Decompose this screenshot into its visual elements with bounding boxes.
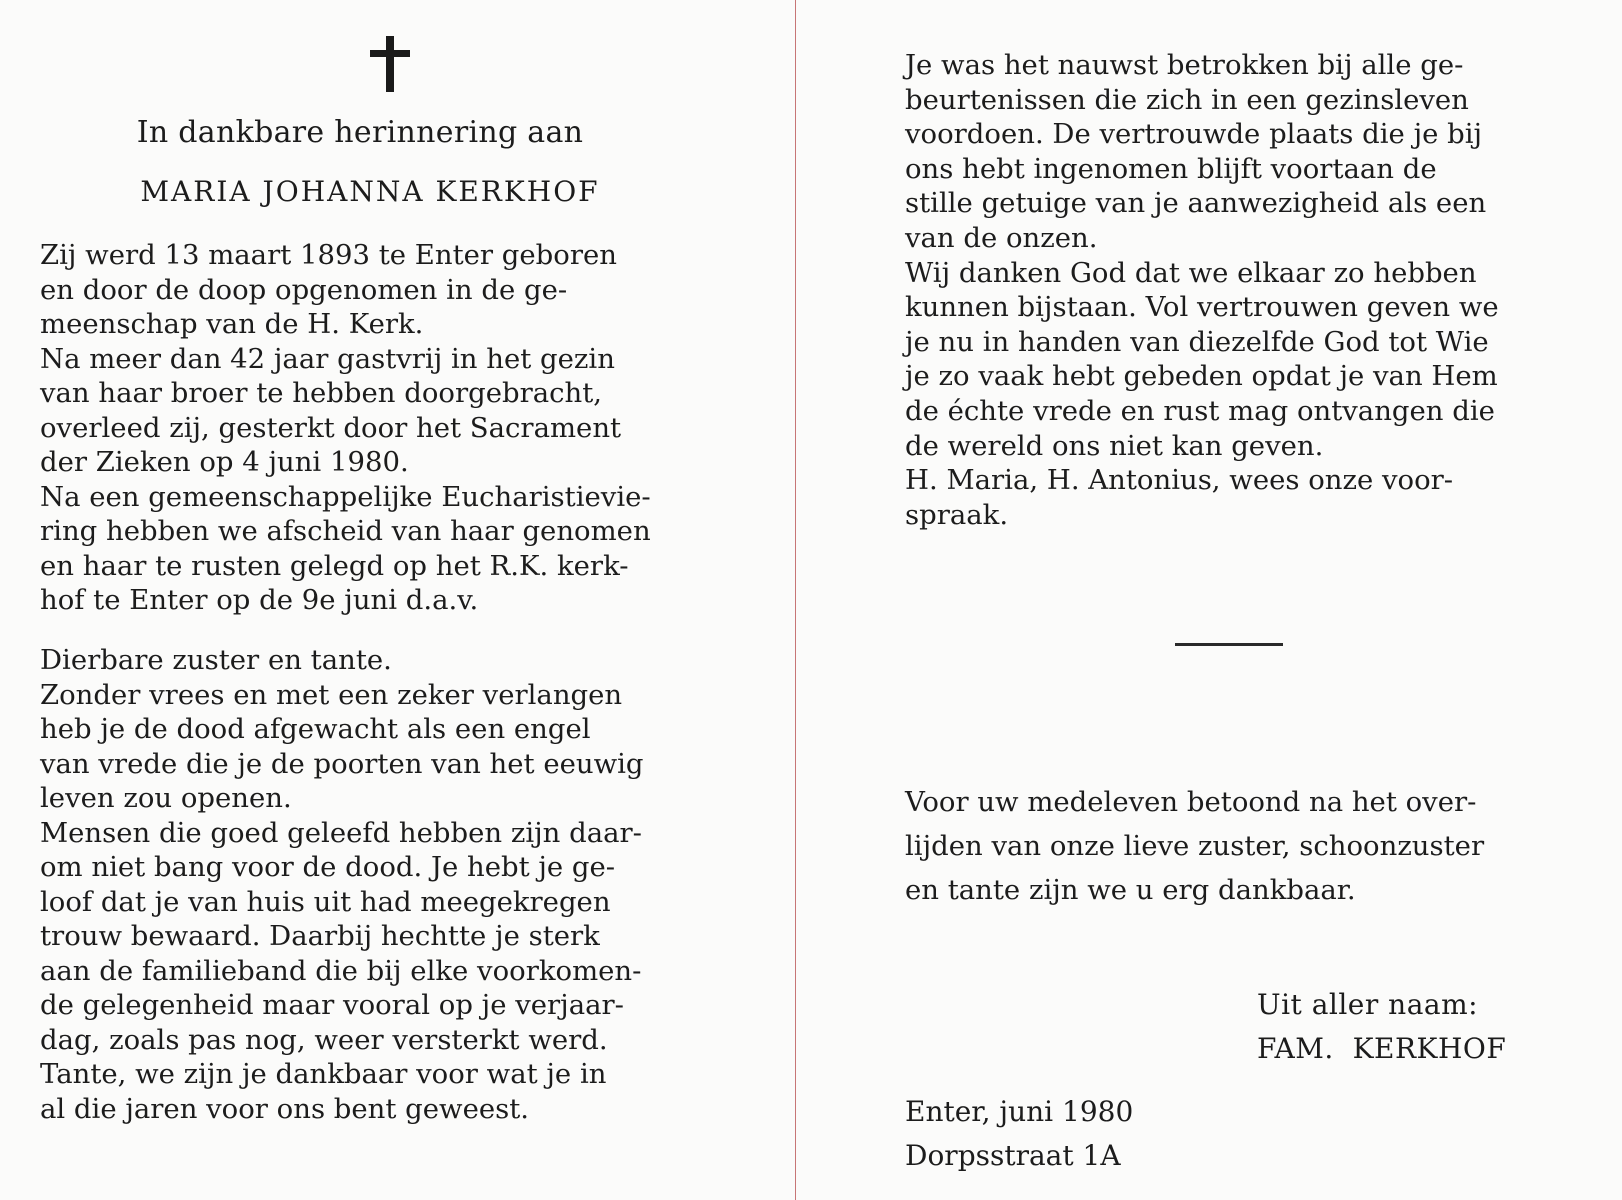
biography xyxy=(40,238,680,618)
cross-icon xyxy=(370,36,410,92)
text-line: de gelegenheid maar vooral op je verjaar- xyxy=(40,989,624,1021)
text-line: van vrede die je de poorten van het eeuwig xyxy=(40,747,644,780)
family-name: FAM. KERKHOF xyxy=(1257,1032,1507,1065)
bio-line: Na meer dan 42 jaar gastvrij in het gezin xyxy=(40,342,615,375)
text-line: Je was het nauwst betrokken bij alle ge- xyxy=(905,49,1464,81)
text-line: Zonder vrees en met een zeker verlangen xyxy=(40,678,623,711)
text-line: kunnen bijstaan. Vol vertrouwen geven we xyxy=(905,291,1499,324)
bio-line: en haar te rusten gelegd op het R.K. kerk- xyxy=(40,549,629,582)
intro-text: In dankbare herinnering aan xyxy=(136,115,584,150)
text-line: om niet bang voor de dood. Je hebt je ge- xyxy=(40,851,616,883)
text-line: Tante, we zijn je dankbaar voor wat je in xyxy=(40,1058,607,1090)
address: Dorpsstraat 1A xyxy=(905,1139,1121,1172)
bio-line: van haar broer te hebben doorgebracht, xyxy=(40,377,603,409)
text-line: voordoen. De vertrouwde plaats die je bij xyxy=(905,118,1483,151)
tribute-text xyxy=(905,48,1540,532)
bio-line: en door de doop opgenomen in de ge- xyxy=(40,273,568,306)
bio-line: Na een gemeenschappelijke Eucharistievie- xyxy=(40,480,651,513)
text-line: leven zou openen. xyxy=(40,782,292,814)
text-line: dag, zoals pas nog, weer versterkt werd. xyxy=(40,1023,608,1056)
bio-line: hof te Enter op de 9e juni d.a.v. xyxy=(40,584,479,616)
text-line: trouw bewaard. Daarbij hechtte je sterk xyxy=(40,920,600,952)
text-line: heb je de dood afgewacht als een engel xyxy=(40,713,591,745)
text-line: en tante zijn we u erg dankbaar. xyxy=(905,874,1356,906)
right-page xyxy=(905,0,1545,1200)
bio-line: overleed zij, gesterkt door het Sacrament xyxy=(40,411,622,444)
text-line: je zo vaak hebt gebeden opdat je van Hem xyxy=(905,360,1498,393)
text-line: stille getuige van je aanwezigheid als een xyxy=(905,187,1487,220)
place-date: Enter, juni 1980 xyxy=(905,1095,1134,1128)
bio-line: der Zieken op 4 juni 1980. xyxy=(40,446,409,478)
text-line: al die jaren voor ons bent geweest. xyxy=(40,1092,530,1125)
text-line: je nu in handen van diezelfde God tot Wie xyxy=(905,325,1489,358)
fold-line xyxy=(795,0,796,1200)
text-line: loof dat je van huis uit had meegekregen xyxy=(40,885,611,918)
text-line: van de onzen. xyxy=(905,221,1098,254)
text-line: de échte vrede en rust mag ontvangen die xyxy=(905,394,1495,427)
bio-line: ring hebben we afscheid van haar genomen xyxy=(40,515,651,547)
left-page xyxy=(40,0,700,1200)
text-line: ons hebt ingenomen blijft voortaan de xyxy=(905,152,1437,185)
text-line: spraak. xyxy=(905,498,1009,531)
text-line: lijden van onze lieve zuster, schoonzuster xyxy=(905,830,1485,862)
text-line: beurtenissen die zich in een gezinsleven xyxy=(905,83,1469,116)
place-block xyxy=(905,1090,1133,1178)
text-line: Voor uw medeleven betoond na het over- xyxy=(905,786,1477,818)
deceased-name: MARIA JOHANNA KERKHOF xyxy=(140,175,600,208)
signature-line: Uit aller naam: xyxy=(1257,988,1479,1021)
signature-block xyxy=(1257,983,1506,1071)
text-line: H. Maria, H. Antonius, wees onze voor- xyxy=(905,464,1454,497)
text-line: Mensen die goed geleefd hebben zijn daar- xyxy=(40,816,642,849)
divider-rule xyxy=(1175,643,1283,646)
thanks-text xyxy=(905,780,1540,912)
text-line: Wij danken God dat we elkaar zo hebben xyxy=(905,256,1477,289)
text-line: aan de familieband die bij elke voorkomen- xyxy=(40,954,642,987)
text-line: Dierbare zuster en tante. xyxy=(40,644,392,676)
text-line: de wereld ons niet kan geven. xyxy=(905,429,1324,462)
bio-line: Zij werd 13 maart 1893 te Enter geboren xyxy=(40,239,617,271)
farewell-text xyxy=(40,643,680,1126)
bio-line: meenschap van de H. Kerk. xyxy=(40,308,424,340)
